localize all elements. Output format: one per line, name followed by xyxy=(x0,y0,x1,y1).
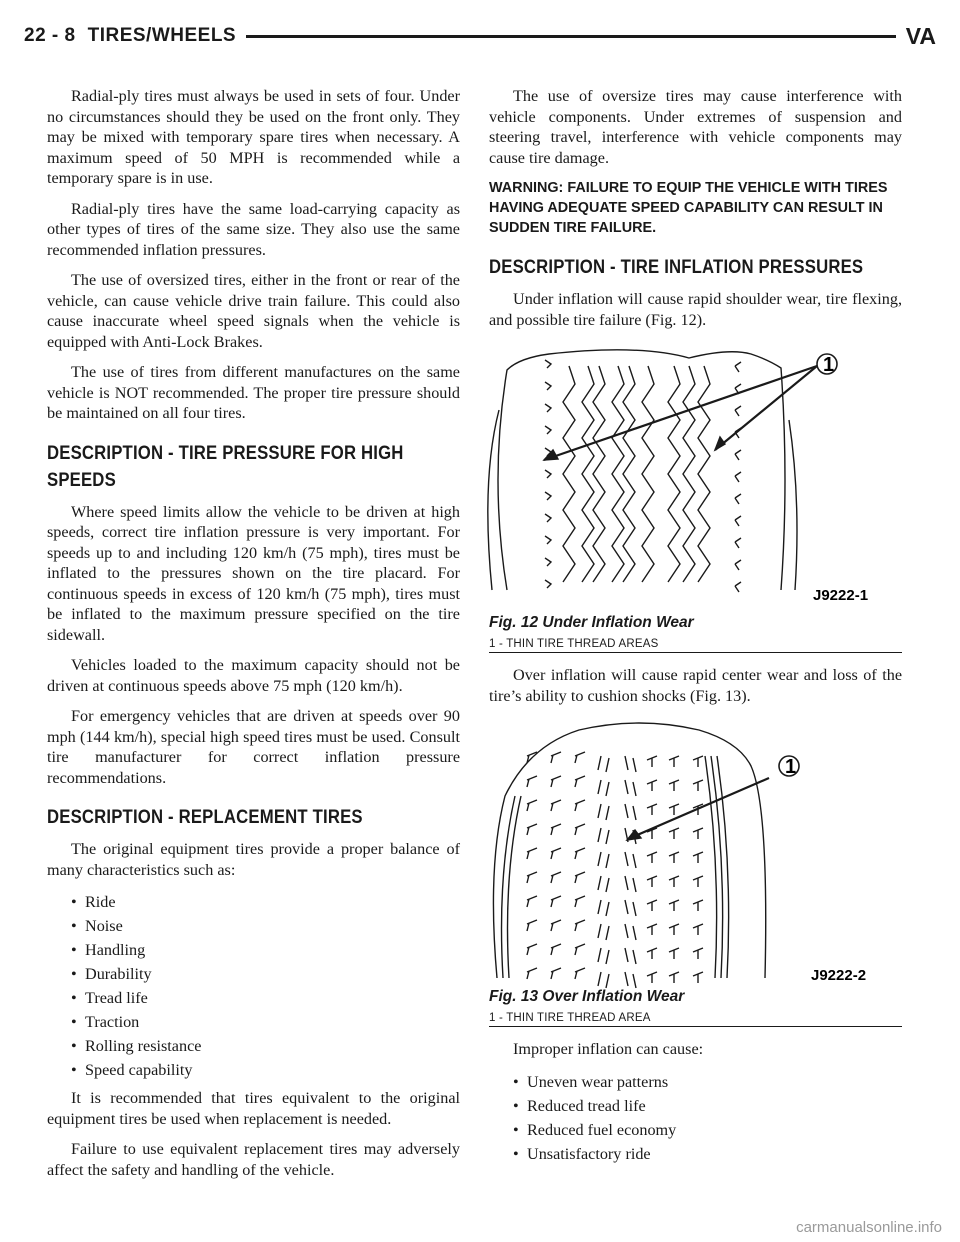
center-wear xyxy=(625,948,636,964)
tread-mark xyxy=(575,944,585,955)
list-item: • Reduced fuel economy xyxy=(513,1118,902,1142)
tread-mark xyxy=(575,968,585,979)
callout-leader xyxy=(635,778,769,836)
tread-mark xyxy=(669,852,679,863)
model-code: VA xyxy=(905,22,936,49)
tread-mark xyxy=(647,804,657,815)
list-item: • Tread life xyxy=(71,986,460,1010)
shoulder-mark xyxy=(545,558,551,566)
paragraph: Radial-ply tires must always be used in sets of four. Under no circumstances should they be used on the front only. They may be mixed with temporary spare tires when necessary. A maximum speed of 50 MPH is recommended while a temporary spare is in use. xyxy=(47,87,460,187)
list-item: • Handling xyxy=(71,938,460,962)
shoulder-mark xyxy=(735,362,741,372)
callout-leader xyxy=(715,366,817,450)
heading-inflation-pressures: DESCRIPTION - TIRE INFLATION PRESSURES xyxy=(489,257,864,278)
over-inflation-tire-illustration xyxy=(489,716,867,986)
arrow-head xyxy=(627,830,641,840)
bullet-icon: • xyxy=(71,1061,77,1079)
tread-groove xyxy=(593,366,605,582)
tread-mark xyxy=(575,872,585,883)
tread-mark xyxy=(647,972,657,983)
paragraph: For emergency vehicles that are driven at speeds over 90 mph (144 km/h), special high speed tires must be used. Consult tire manufacturer for correct inflation pressure recommendations. xyxy=(47,707,460,787)
section-title: TIRES/WHEELS xyxy=(87,25,237,46)
callout-number: 1 xyxy=(785,756,797,778)
tread-mark xyxy=(693,900,703,911)
bullet-icon: • xyxy=(513,1120,519,1139)
tread-mark xyxy=(693,852,703,863)
tread-mark xyxy=(527,920,537,931)
tread-mark xyxy=(551,776,561,787)
bullet-icon: • xyxy=(513,1072,519,1091)
list-item: • Traction xyxy=(71,1010,460,1034)
tread-mark xyxy=(575,848,585,859)
tread-mark xyxy=(669,828,679,839)
tread-mark xyxy=(647,900,657,911)
list-item: • Uneven wear patterns xyxy=(513,1070,902,1094)
tread-mark xyxy=(693,780,703,791)
bullet-icon: • xyxy=(71,941,77,959)
tread-mark xyxy=(669,972,679,983)
tread-mark xyxy=(527,944,537,955)
paragraph: Vehicles loaded to the maximum capacity should not be driven at continuous speeds above 75 mph (120 km/h). xyxy=(47,656,460,695)
bullet-icon: • xyxy=(71,1013,77,1031)
list-item: • Unsatisfactory ride xyxy=(513,1142,902,1166)
callout-leader xyxy=(544,366,817,460)
tread-mark xyxy=(693,948,703,959)
bullet-icon: • xyxy=(513,1144,519,1163)
tread-mark xyxy=(575,776,585,787)
page-number: 22 - 8 xyxy=(24,25,76,46)
paragraph: The use of oversized tires, either in the front or rear of the vehicle, can cause vehicle drive train failure. This could also cause inaccurate wheel speed signals when the vehicle is equipped with Anti-Lock Brakes. xyxy=(47,271,460,351)
tread-groove xyxy=(668,366,680,582)
shoulder-mark xyxy=(545,470,551,478)
list-item: • Speed capability xyxy=(71,1058,460,1082)
bullet-icon: • xyxy=(71,965,77,983)
shoulder-mark xyxy=(545,492,551,500)
tread-mark xyxy=(693,972,703,983)
center-wear xyxy=(598,828,609,844)
paragraph: Where speed limits allow the vehicle to be driven at high speeds, correct tire inflation pressure is very important. For speeds up to and including 120 km/h (75 mph), tires must be inflated to the pressures shown on the tire placard. For continuous speeds in excess of 120 km/h (75 mph), tires must be inflated to the maximum pressure specified on the tire sidewall. xyxy=(47,502,460,644)
paragraph: Radial-ply tires have the same load-carrying capacity as other types of tires of the same size. They also use the same recommended inflation pressures. xyxy=(47,199,460,259)
tread-mark xyxy=(551,872,561,883)
center-wear xyxy=(625,900,636,916)
tread-mark xyxy=(575,752,585,763)
paragraph: The original equipment tires provide a proper balance of many characteristics such as: xyxy=(47,840,460,879)
arrow-head xyxy=(544,450,558,460)
tread-mark xyxy=(669,924,679,935)
tread-pattern xyxy=(488,350,817,592)
tread-groove xyxy=(642,366,654,582)
shoulder-mark xyxy=(735,560,741,570)
header-rule xyxy=(246,35,896,38)
tread-mark xyxy=(551,896,561,907)
shoulder-mark xyxy=(545,404,551,412)
tire-outline xyxy=(498,350,785,590)
tread-mark xyxy=(551,848,561,859)
list-item: • Durability xyxy=(71,962,460,986)
tread-mark xyxy=(669,900,679,911)
tread-groove xyxy=(623,366,635,582)
shoulder-mark xyxy=(735,406,741,416)
under-inflation-tire-illustration xyxy=(489,340,869,612)
tread-mark xyxy=(693,924,703,935)
center-wear xyxy=(598,948,609,964)
paragraph: Improper inflation can cause: xyxy=(513,1040,704,1058)
tread-mark xyxy=(647,756,657,767)
tread-mark xyxy=(575,896,585,907)
figure-12 xyxy=(489,340,902,653)
tread-mark xyxy=(527,800,537,811)
tread-groove xyxy=(683,366,695,582)
tread-mark xyxy=(527,896,537,907)
tread-mark xyxy=(669,756,679,767)
tread-groove xyxy=(698,366,710,582)
tire-outline xyxy=(789,420,797,590)
shoulder-mark xyxy=(545,580,551,588)
paragraph: The use of oversize tires may cause interference with vehicle components. Under extremes of suspension and steering travel, interference with vehicle components may cause tire damage. xyxy=(489,87,902,167)
tread-mark xyxy=(647,948,657,959)
tread-mark xyxy=(527,872,537,883)
figure-13 xyxy=(489,716,902,1027)
tread-groove xyxy=(563,366,575,582)
tread-mark xyxy=(647,852,657,863)
shoulder-mark xyxy=(735,516,741,526)
tread-mark xyxy=(551,752,561,763)
list-item: • Reduced tread life xyxy=(513,1094,902,1118)
shoulder-mark xyxy=(735,472,741,482)
tread-mark xyxy=(693,756,703,767)
tread-mark xyxy=(669,876,679,887)
list-item: • Noise xyxy=(71,914,460,938)
warning-text: WARNING: FAILURE TO EQUIP THE VEHICLE WITH TIRES HAVING ADEQUATE SPEED CAPABILITY CAN RESULT IN SUDDEN TIRE FAILURE. xyxy=(489,180,888,236)
right-column xyxy=(489,86,902,1172)
center-wear xyxy=(625,804,636,820)
shoulder-mark xyxy=(545,514,551,522)
paragraph: Failure to use equivalent replacement tires may adversely affect the safety and handling of the vehicle. xyxy=(47,1140,460,1179)
center-wear xyxy=(598,852,609,868)
center-wear xyxy=(598,780,609,796)
shoulder-mark xyxy=(545,426,551,434)
shoulder-mark xyxy=(735,450,741,460)
list-item: • Rolling resistance xyxy=(71,1034,460,1058)
tread-mark xyxy=(669,948,679,959)
center-wear xyxy=(625,972,636,988)
center-wear xyxy=(625,780,636,796)
figure-legend: 1 - THIN TIRE THREAD AREA xyxy=(489,1012,902,1027)
tread-mark xyxy=(551,920,561,931)
watermark: carmanualsonline.info xyxy=(796,1219,942,1236)
tread-mark xyxy=(527,848,537,859)
bullet-icon: • xyxy=(513,1096,519,1115)
shoulder-mark xyxy=(735,538,741,548)
figure-caption: Fig. 12 Under Inflation Wear xyxy=(489,614,694,631)
tread-mark xyxy=(647,780,657,791)
heading-replacement-tires: DESCRIPTION - REPLACEMENT TIRES xyxy=(47,807,363,828)
tread-mark xyxy=(693,828,703,839)
tire-outline xyxy=(488,410,499,590)
tread-mark xyxy=(647,924,657,935)
page-header xyxy=(24,18,936,54)
tread-mark xyxy=(669,804,679,815)
center-wear xyxy=(625,756,636,772)
tread-mark xyxy=(575,800,585,811)
shoulder-mark xyxy=(545,360,551,368)
paragraph: Under inflation will cause rapid shoulder wear, tire flexing, and possible tire failure (Fig. 12). xyxy=(489,290,902,329)
figure-caption: Fig. 13 Over Inflation Wear xyxy=(489,988,685,1005)
center-wear xyxy=(598,876,609,892)
tread-mark xyxy=(527,968,537,979)
tread-mark xyxy=(669,780,679,791)
tread-mark xyxy=(551,800,561,811)
characteristics-list xyxy=(47,890,460,1082)
center-wear xyxy=(598,924,609,940)
tread-mark xyxy=(551,944,561,955)
paragraph: Over inflation will cause rapid center wear and loss of the tire’s ability to cushion shocks (Fig. 13). xyxy=(489,666,902,705)
shoulder-mark xyxy=(545,536,551,544)
shoulder-mark xyxy=(545,382,551,390)
bullet-icon: • xyxy=(71,1037,77,1055)
center-wear xyxy=(598,900,609,916)
figure-code: J9222-1 xyxy=(813,587,869,604)
center-wear xyxy=(598,972,609,988)
center-wear xyxy=(598,756,609,772)
center-wear xyxy=(598,804,609,820)
tread-mark xyxy=(551,968,561,979)
arrow-head xyxy=(715,437,725,450)
tread-mark xyxy=(647,876,657,887)
figure-code: J9222-2 xyxy=(811,967,867,984)
center-wear xyxy=(625,876,636,892)
left-column xyxy=(47,86,460,1190)
center-wear xyxy=(625,924,636,940)
bullet-icon: • xyxy=(71,989,77,1007)
shoulder-mark xyxy=(735,582,741,592)
heading-high-speeds: DESCRIPTION - TIRE PRESSURE FOR HIGH SPEEDS xyxy=(47,442,404,491)
figure-legend: 1 - THIN TIRE THREAD AREAS xyxy=(489,638,902,653)
list-item: • Ride xyxy=(71,890,460,914)
tread-mark xyxy=(693,876,703,887)
tread-mark xyxy=(551,824,561,835)
improper-inflation-list xyxy=(489,1070,902,1166)
callout-number: 1 xyxy=(823,354,835,376)
tread-mark xyxy=(527,776,537,787)
tread-mark xyxy=(575,824,585,835)
paragraph: It is recommended that tires equivalent to the original equipment tires be used when replacement is needed. xyxy=(47,1089,460,1128)
tire-outline xyxy=(493,723,765,978)
tread-pattern xyxy=(493,723,769,988)
bullet-icon: • xyxy=(71,917,77,935)
tread-mark xyxy=(527,824,537,835)
paragraph: The use of tires from different manufactures on the same vehicle is NOT recommended. The proper tire pressure should be maintained on all four tires. xyxy=(47,363,460,422)
bullet-icon: • xyxy=(71,893,77,911)
center-wear xyxy=(625,852,636,868)
shoulder-mark xyxy=(735,494,741,504)
tread-mark xyxy=(575,920,585,931)
